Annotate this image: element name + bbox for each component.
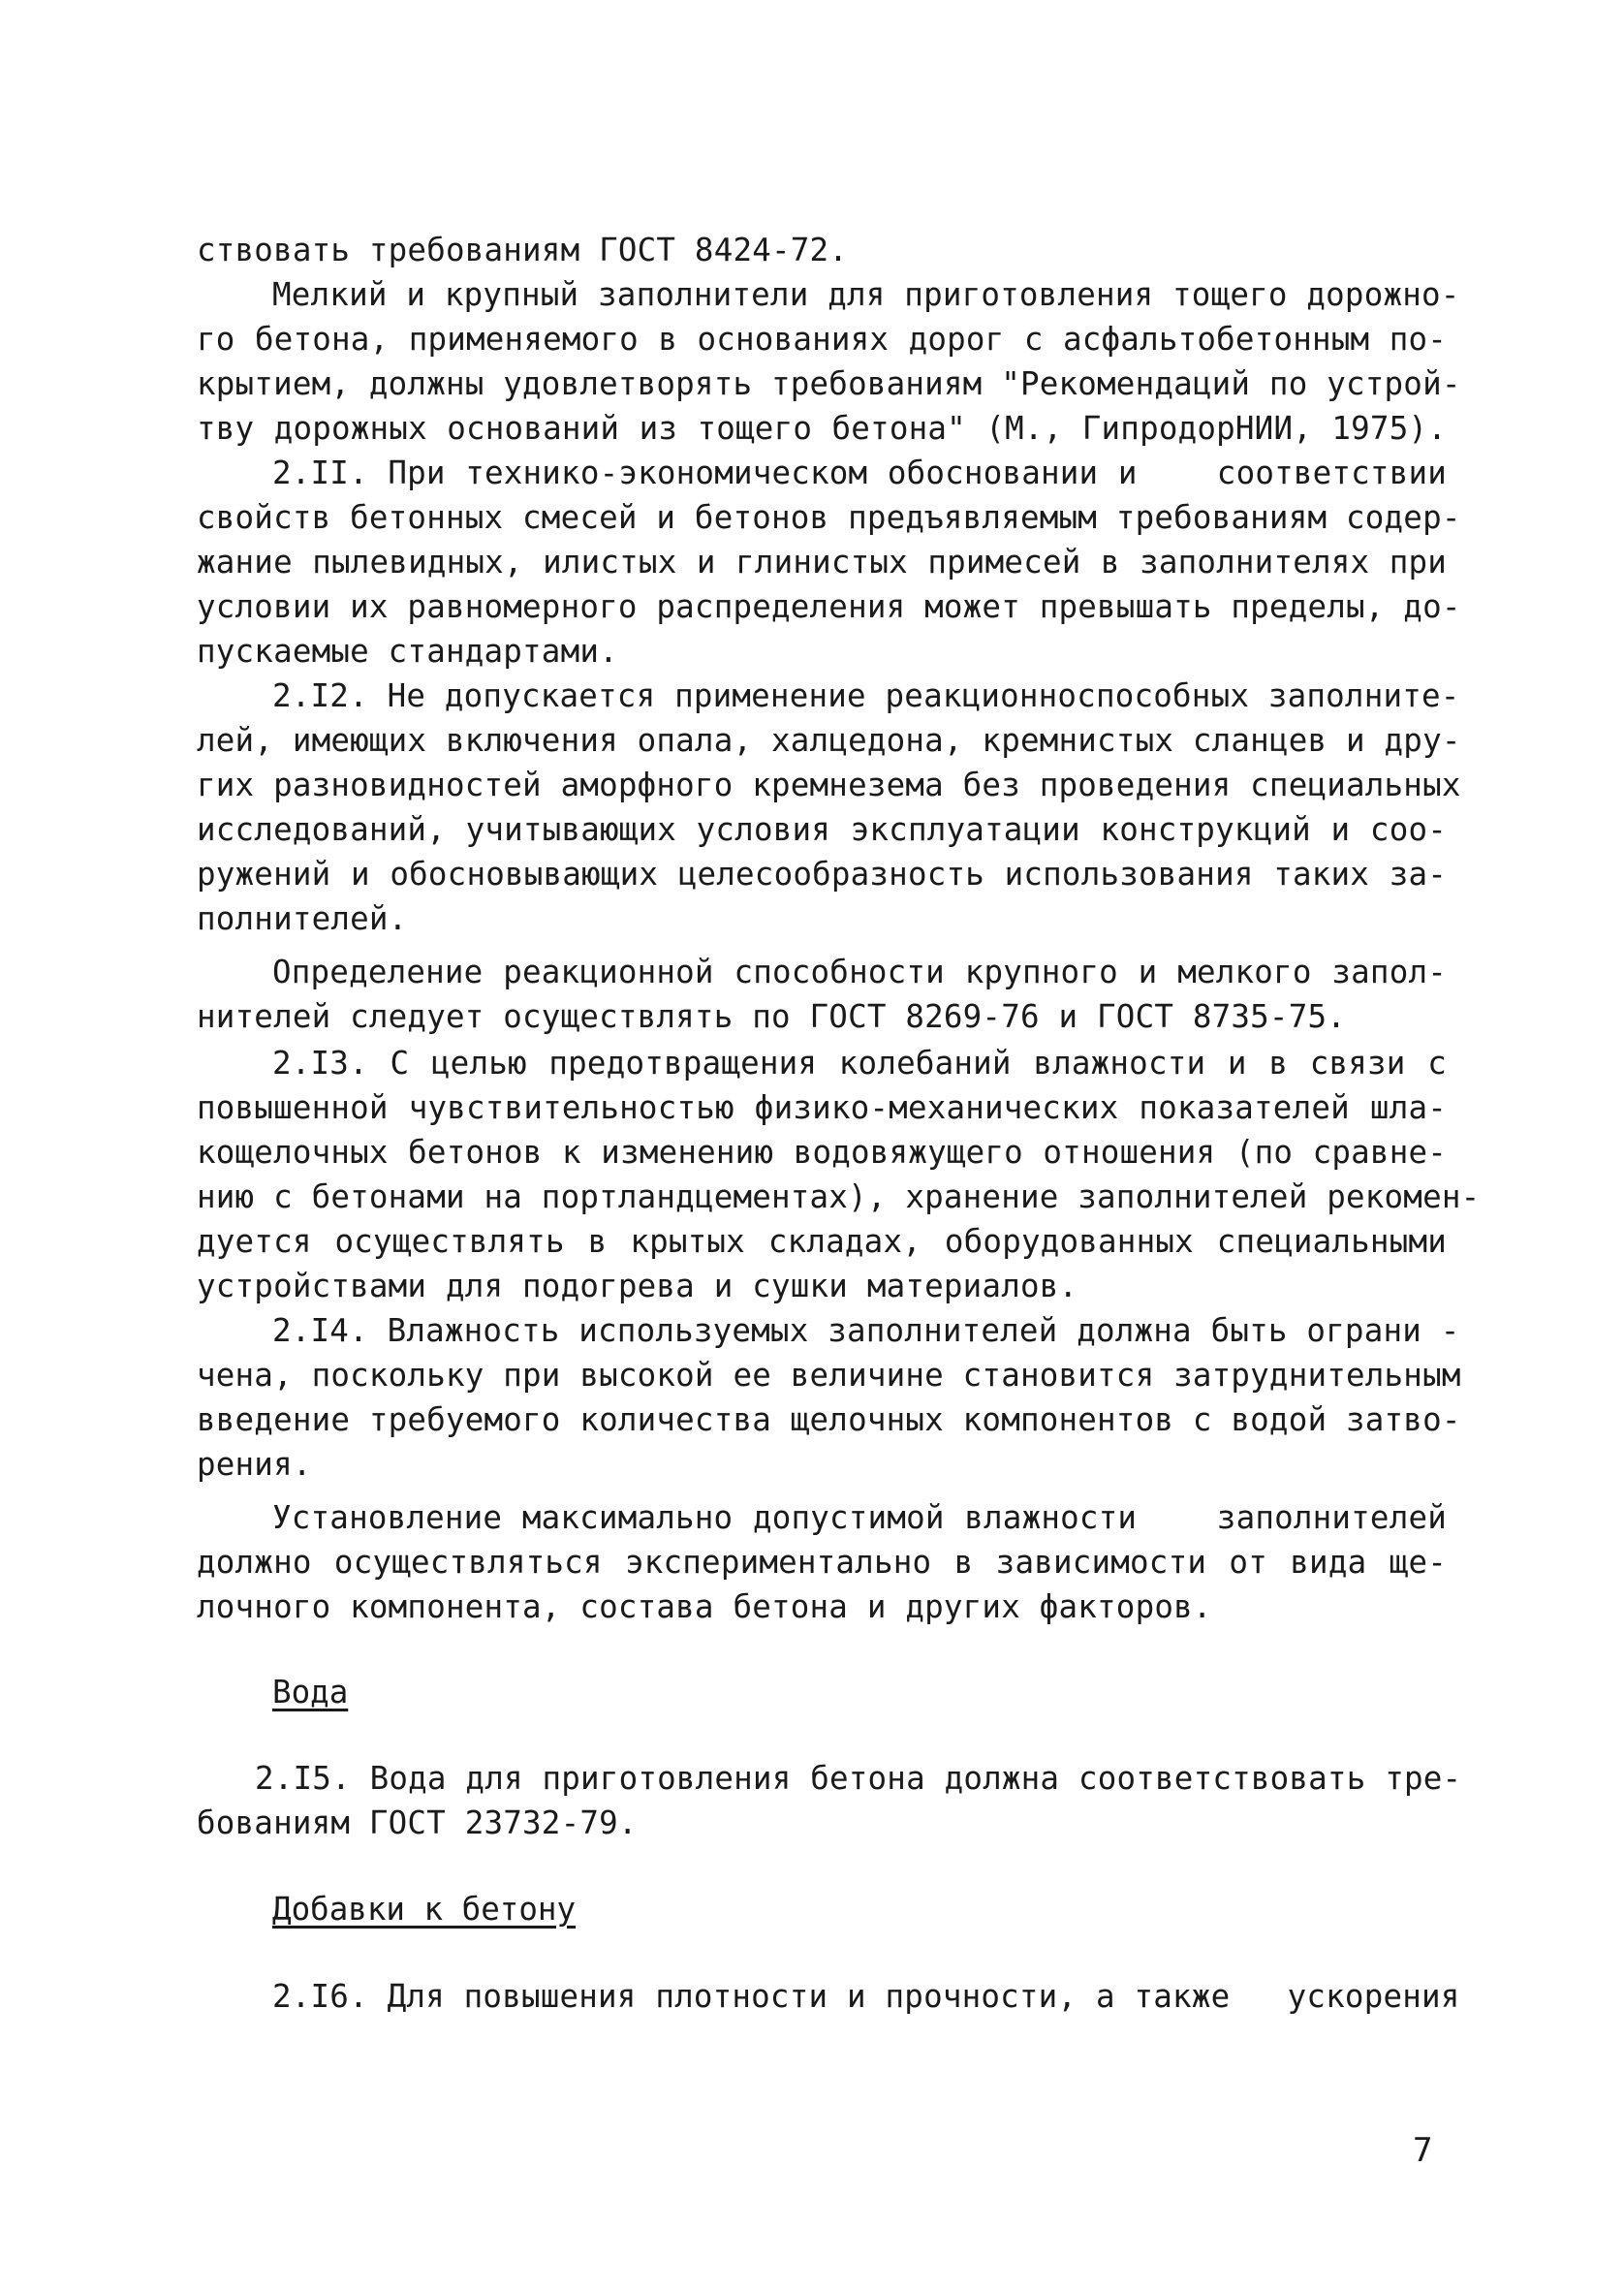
section-heading-additives: Добавки к бетону (272, 1891, 577, 1928)
text-line: Установление максимально допустимой влажности заполнителей (272, 1499, 1447, 1536)
text-line: нию с бетонами на портландцементах), хранение заполнителей рекомен- (197, 1178, 1481, 1215)
text-line: жание пылевидных, илистых и глинистых примесей в заполнителях при (197, 544, 1447, 580)
text-line: повышенной чувствительностью физико-механических показателей шла- (197, 1089, 1447, 1126)
text-line: должно осуществляться экспериментально в зависимости от вида ще- (197, 1544, 1447, 1581)
text-line: введение требуемого количества щелочных компонентов с водой затво- (197, 1401, 1461, 1438)
text-line: устройствами для подогрева и сушки материалов. (197, 1268, 1078, 1304)
text-line: чена, поскольку при высокой ее величине становится затруднительным (197, 1357, 1461, 1394)
text-line: свойств бетонных смесей и бетонов предъявляемым требованиям содер- (197, 499, 1461, 536)
text-line: лей, имеющих включения опала, халцедона, кремнистых сланцев и дру- (197, 722, 1461, 759)
text-line: лочного компонента, состава бетона и других факторов. (197, 1588, 1212, 1625)
text-line: нителей следует осуществлять по ГОСТ 8269-76 и ГОСТ 8735-75. (197, 998, 1346, 1035)
text-line: крытием, должны удовлетворять требованиям "Рекомендаций по устрой- (197, 365, 1461, 402)
text-line: Мелкий и крупный заполнители для приготовления тощего дорожно- (272, 276, 1460, 313)
text-line: 2.I6. Для повышения плотности и прочности, а также ускорения (272, 1978, 1460, 2015)
text-line: 2.I2. Не допускается применение реакционноспособных заполните- (272, 677, 1460, 714)
text-line: 2.I3. С целью предотвращения колебаний влажности и в связи с (272, 1045, 1447, 1082)
page-number: 7 (1413, 2131, 1433, 2170)
text-line: бованиям ГОСТ 23732-79. (197, 1804, 638, 1841)
text-line: кощелочных бетонов к изменению водовяжущего отношения (по сравне- (197, 1134, 1447, 1171)
text-line: тву дорожных оснований из тощего бетона" (М., ГипродорНИИ, 1975). (197, 410, 1447, 447)
section-heading-water: Вода (272, 1674, 349, 1710)
text-line: полнителей. (197, 900, 408, 937)
text-line: условии их равномерного распределения может превышать пределы, до- (197, 588, 1461, 625)
text-line: дуется осуществлять в крытых складах, оборудованных специальными (197, 1223, 1447, 1260)
text-line: 2.I5. Вода для приготовления бетона должна соответствовать тре- (255, 1760, 1462, 1797)
text-line: гих разновидностей аморфного кремнезема без проведения специальных (197, 767, 1461, 803)
text-line: 2.II. При технико-экономическом обосновании и соответствии (272, 455, 1447, 491)
text-line: рения. (197, 1446, 312, 1483)
text-line: го бетона, применяемого в основаниях дорог с асфальтобетонным по- (197, 321, 1447, 358)
text-line: ствовать требованиям ГОСТ 8424-72. (197, 232, 849, 268)
text-line: ружений и обосновывающих целесообразность использования таких за- (197, 856, 1447, 893)
text-line: Определение реакционной способности крупного и мелкого запол- (272, 954, 1447, 990)
text-line: пускаемые стандартами. (197, 633, 618, 670)
text-line: исследований, учитывающих условия эксплуатации конструкций и соо- (197, 811, 1447, 848)
text-line: 2.I4. Влажность используемых заполнителей должна быть ограни - (272, 1312, 1460, 1349)
